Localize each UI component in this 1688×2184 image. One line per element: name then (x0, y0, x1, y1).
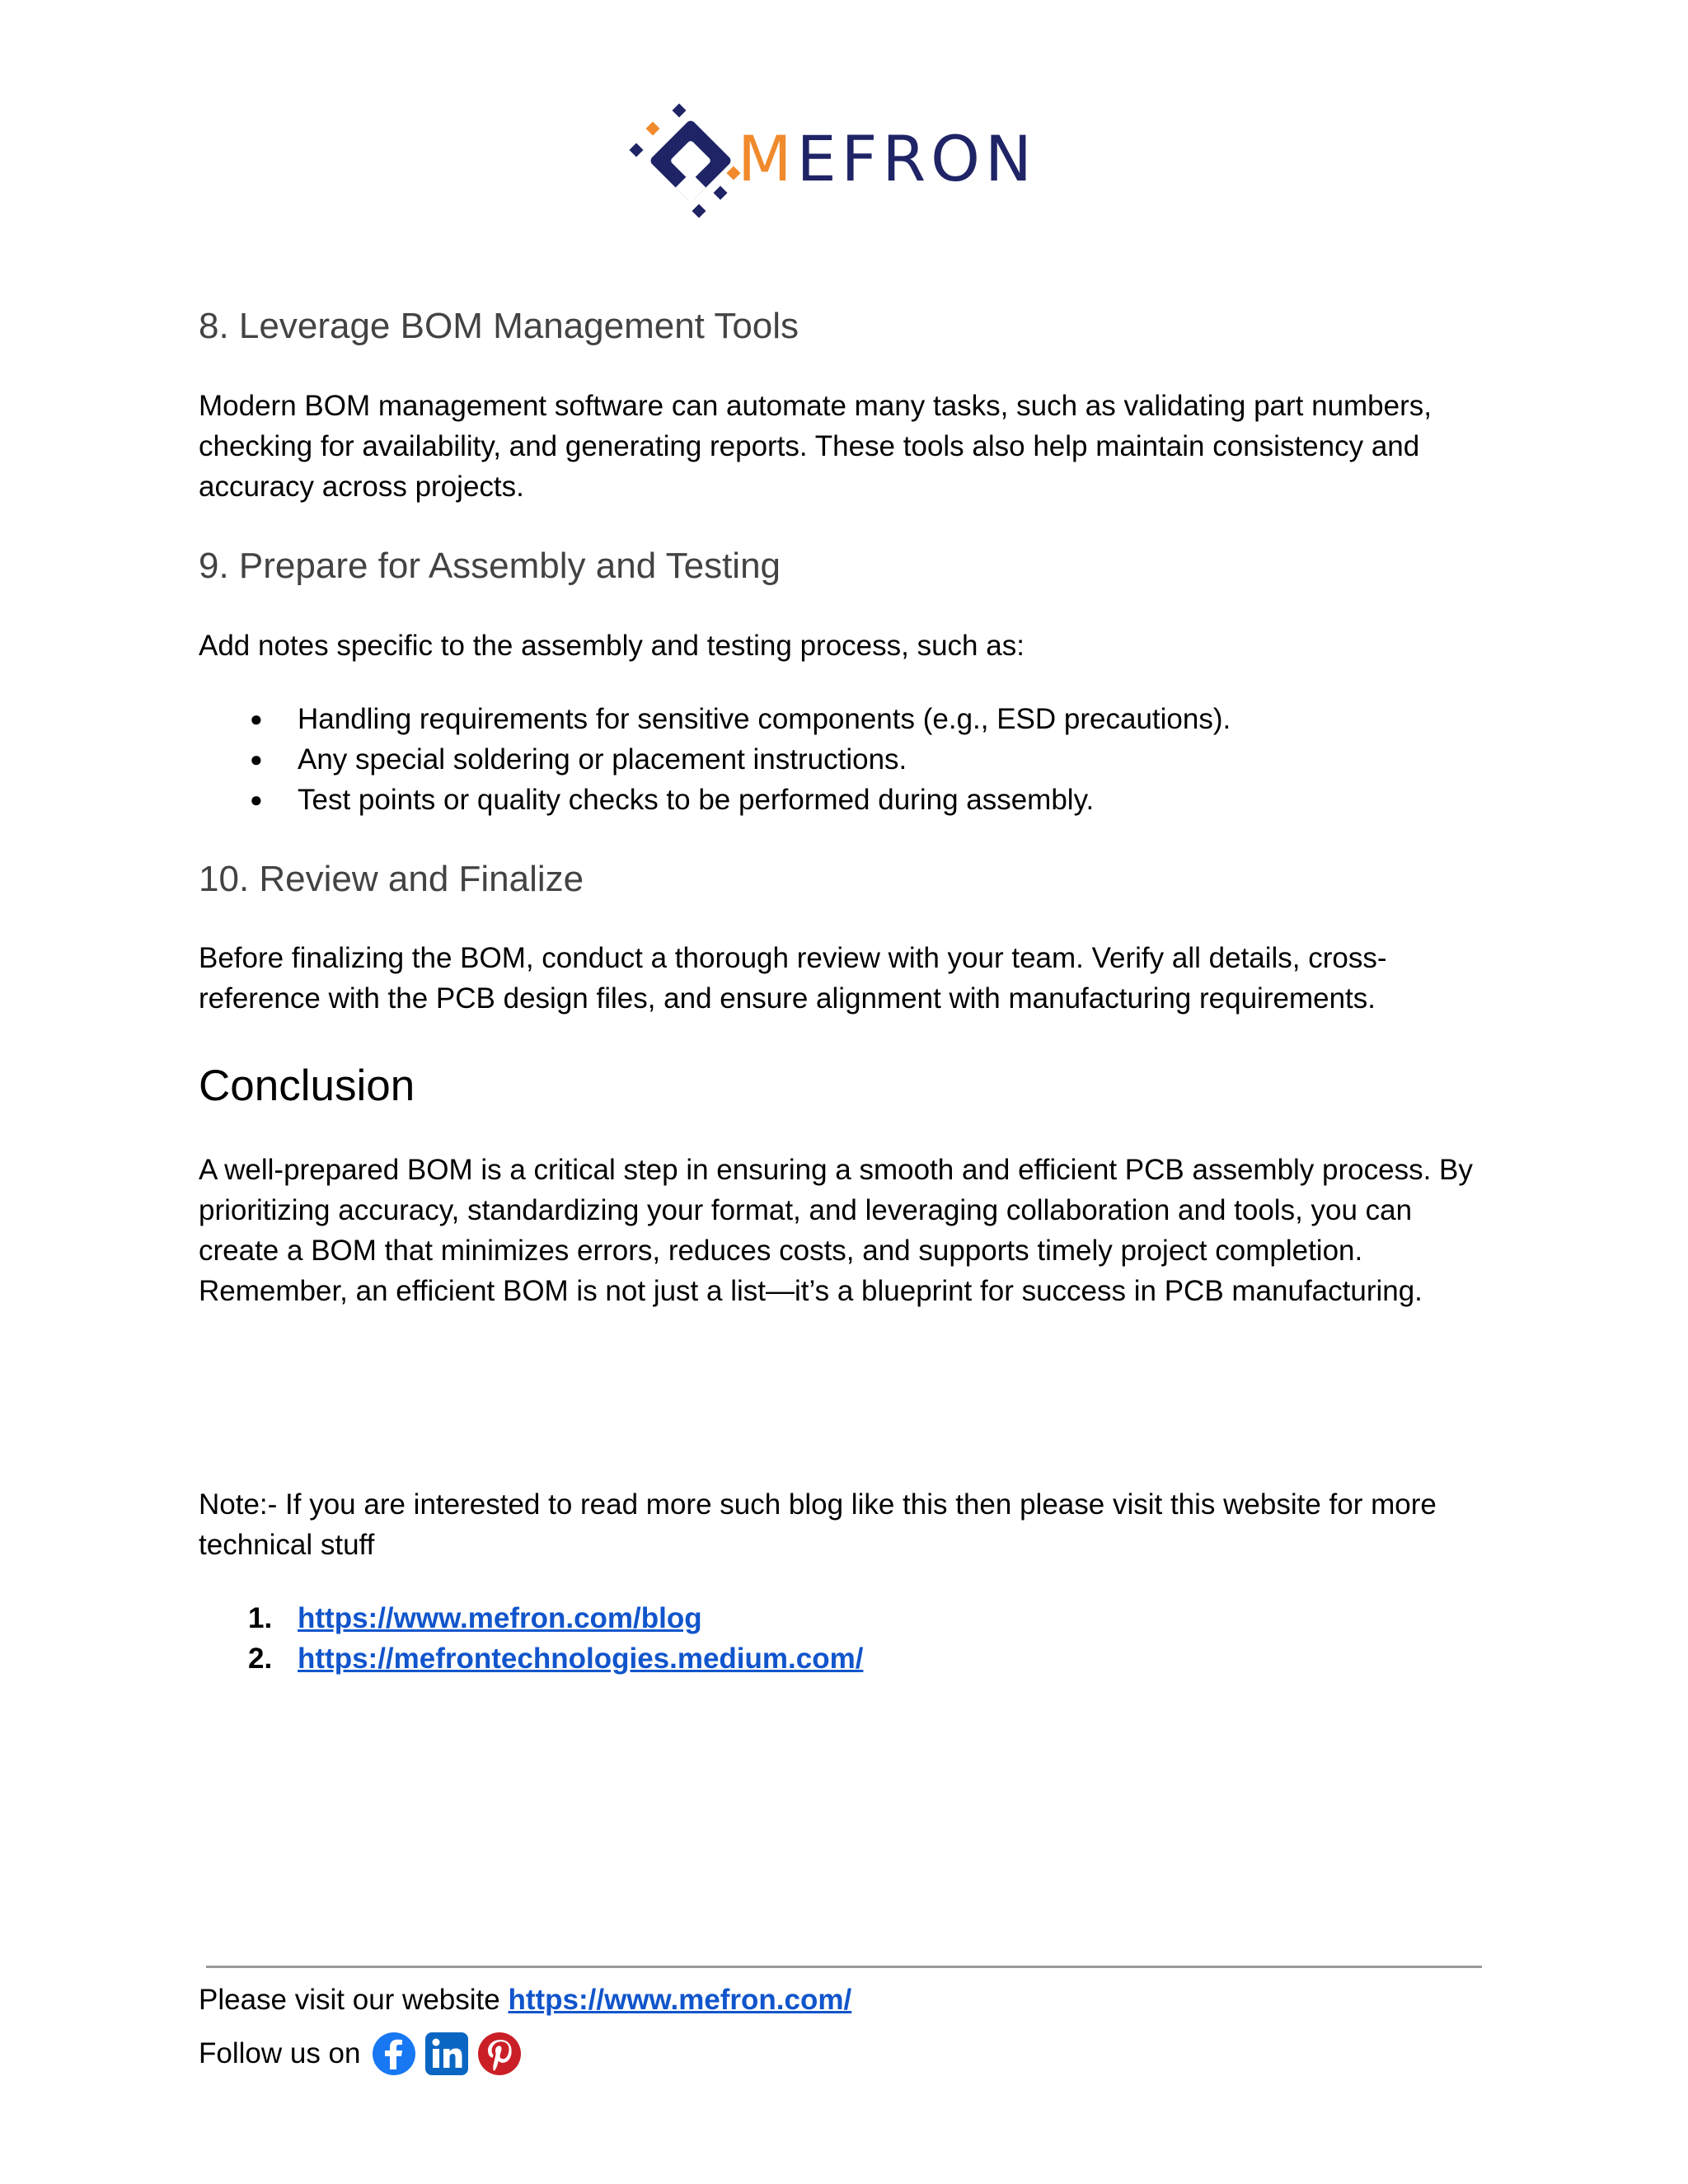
conclusion-heading: Conclusion (199, 1062, 415, 1111)
footer-visit (199, 1980, 851, 2020)
follow-label: Follow us on (199, 2037, 361, 2069)
medium-link[interactable]: https://mefrontechnologies.medium.com/ (298, 1642, 864, 1675)
logo-wordmark: MEFRON (738, 122, 1037, 195)
pinterest-icon[interactable] (477, 2032, 522, 2076)
section-heading-9: 9. Prepare for Assembly and Testing (199, 545, 781, 586)
document-body (199, 305, 1484, 1679)
list-item: ● Handling requirements for sensitive components (e.g., ESD precautions). (250, 702, 1231, 735)
section-heading-10: 10. Review and Finalize (199, 858, 584, 899)
website-link[interactable]: https://www.mefron.com/ (508, 1984, 852, 2016)
section-body-9: Add notes specific to the assembly and testing process, such as: (199, 629, 1025, 662)
conclusion-body: A well-prepared BOM is a critical step in ensuring a smooth and efficient PCB assembly process. By prioritizing accuracy, standardizing your format, and leveraging collaboration and tools, you can create a BOM that minimizes errors, reduces costs, and supports timely project completion. Remember, an efficient BOM is not just a list—it’s a blueprint for success in PCB manufacturing. (199, 1153, 1473, 1307)
blog-link[interactable]: https://www.mefron.com/blog (298, 1601, 702, 1634)
list-item: ● Any special soldering or placement instructions. (250, 743, 907, 776)
facebook-icon[interactable] (372, 2032, 416, 2076)
footer-follow (199, 2029, 522, 2079)
section-heading-8: 8. Leverage BOM Management Tools (199, 306, 799, 346)
mefron-logo (626, 99, 1071, 223)
list-item: 1. https://www.mefron.com/blog (248, 1601, 702, 1634)
blog-links-list (199, 1598, 1484, 1679)
linkedin-icon[interactable] (424, 2032, 469, 2076)
section-body-8: Modern BOM management software can automate many tasks, such as validating part numbers, checking for availability, and generating reports. These tools also help maintain consistency and accuracy across projects. (199, 389, 1432, 503)
assembly-notes-list (199, 699, 1484, 820)
list-item: ● Test points or quality checks to be performed during assembly. (250, 783, 1095, 816)
footer-divider (206, 1966, 1482, 1968)
section-body-10: Before finalizing the BOM, conduct a thorough review with your team. Verify all details, cross-reference with the PCB design files, and ensure alignment with manufacturing requirements. (199, 942, 1387, 1015)
note-text: Note:- If you are interested to read more such blog like this then please visit this website for more technical stuff (199, 1488, 1437, 1561)
footer-visit-label: Please visit our website (199, 1984, 509, 2016)
list-item: 2. https://mefrontechnologies.medium.com/ (248, 1642, 864, 1675)
